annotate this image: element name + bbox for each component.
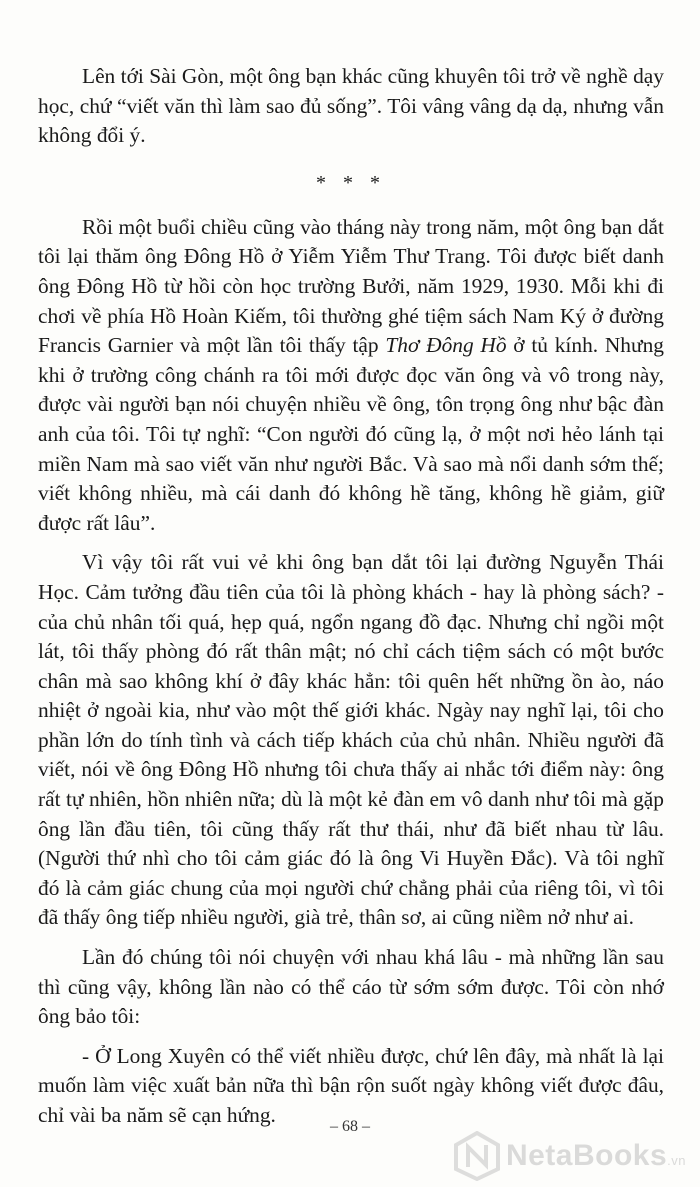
paragraph-3: Vì vậy tôi rất vui vẻ khi ông bạn dắt tôi lại đường Nguyễn Thái Học. Cảm tưởng đầu tiên của tôi là phòng khách - hay là phòng sách? - của chủ nhân tối quá, hẹp quá, ngổn ngang đồ đạc. Nhưng chỉ ngồi một lát, tôi thấy phòng đó rất thân mật; nó chỉ cách tiệm sách có một bước chân mà sao không khí ở đây khác hẳn: tôi quên hết những ồn ào, náo nhiệt ở ngoài kia, như vào một thế giới khác. Ngày nay nghĩ lại, tôi cho phần lớn do tính tình và cách tiếp khách của chủ nhân. Nhiều người đã viết, nói về ông Đông Hồ nhưng tôi chưa thấy ai nhắc tới điểm này: ông rất tự nhiên, hồn nhiên nữa; dù là một kẻ đàn em vô danh như tôi mà gặp ông lần đầu tiên, tôi cũng thấy rất thư thái, như đã biết nhau từ lâu. (Người thứ nhì cho tôi cảm giác đó là ông Vi Huyền Đắc). Và tôi nghĩ đó là cảm giác chung của mọi người chứ chẳng phải của riêng tôi, vì tôi đã thấy ông tiếp nhiều người, già trẻ, thân sơ, ai cũng niềm nở như ai. bbox=[38, 550, 664, 930]
page-number: – 68 – bbox=[330, 1118, 370, 1135]
paragraph-2 bbox=[38, 213, 664, 539]
paragraph-5-dialogue: - Ở Long Xuyên có thể viết nhiều được, chứ lên đây, mà nhất là lại muốn làm việc xuất bản nữa thì bận rộn suốt ngày không viết được đâu, chỉ vài ba năm sẽ cạn hứng. bbox=[38, 1043, 664, 1127]
paragraph-1: Lên tới Sài Gòn, một ông bạn khác cũng khuyên tôi trở về nghề dạy học, chứ “viết văn thì làm sao đủ sống”. Tôi vâng vâng dạ dạ, nhưng vẫn không đổi ý. bbox=[38, 64, 664, 148]
section-separator: * * * bbox=[316, 171, 386, 194]
netabooks-logo-icon bbox=[454, 1131, 500, 1181]
book-page-body bbox=[38, 62, 664, 1131]
watermark-domain: .vn bbox=[667, 1153, 686, 1168]
paragraph-2-part-1: Rồi một buổi chiều cũng vào tháng này trong năm, một ông bạn dắt tôi lại thăm ông Đông Hồ ở Yiễm Yiễm Thư Trang. Tôi được biết danh ông Đông Hồ từ hồi còn học trường Bưởi, năm 1929, 1930. Mỗi khi đi chơi về phía Hồ Hoàn Kiếm, tôi thường ghé tiệm sách Nam Ký ở đường Francis Garnier và một lần tôi thấy tập bbox=[38, 214, 664, 358]
book-title-italic: Thơ Đông Hồ bbox=[385, 333, 507, 358]
watermark bbox=[454, 1131, 686, 1181]
watermark-brand bbox=[506, 1139, 686, 1173]
paragraph-4: Lần đó chúng tôi nói chuyện với nhau khá lâu - mà những lần sau thì cũng vậy, không lần nào có thể cáo từ sớm sớm được. Tôi còn nhớ ông bảo tôi: bbox=[38, 945, 664, 1029]
paragraph-2-part-2: ở tủ kính. Nhưng khi ở trường công chánh ra tôi mới được đọc văn ông và vô trong này, được vài người bạn nói chuyện nhiều về ông, tôn trọng ông như bậc đàn anh của tôi. Tôi tự nghĩ: “Con người đó cũng lạ, ở một nơi hẻo lánh tại miền Nam mà sao viết văn như người Bắc. Và sao mà nổi danh sớm thế; viết không nhiều, mà cái danh đó không hề tăng, không hề giảm, giữ được rất lâu”. bbox=[38, 333, 664, 535]
watermark-brand-name: NetaBooks bbox=[505, 1139, 668, 1172]
